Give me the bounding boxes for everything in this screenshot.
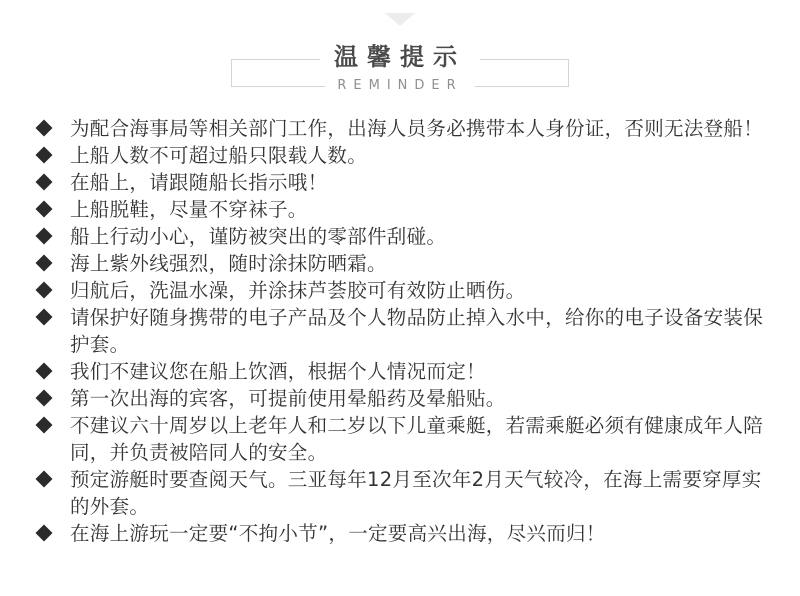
- page-subtitle: REMINDER: [325, 78, 474, 94]
- diamond-bullet-icon: [36, 417, 53, 434]
- down-triangle-icon: [385, 13, 415, 26]
- diamond-bullet-icon: [36, 120, 53, 137]
- notice-text: 船上行动小心，谨防被突出的零部件刮碰。: [70, 225, 447, 248]
- notice-text: 在船上，请跟随船长指示哦！: [70, 171, 328, 194]
- diamond-bullet-icon: [36, 255, 53, 272]
- diamond-bullet-icon: [36, 282, 53, 299]
- notice-text: 请保护好随身携带的电子产品及个人物品防止掉入水中，给你的电子设备安装保护套。: [70, 306, 764, 356]
- diamond-bullet-icon: [36, 363, 53, 380]
- notice-item: [36, 142, 767, 169]
- reminder-notice: [0, 13, 800, 547]
- notice-text: 第一次出海的宾客，可提前使用晕船药及晕船贴。: [70, 387, 506, 410]
- section-header: [231, 43, 569, 93]
- notice-item: [36, 385, 767, 412]
- notice-list: [36, 115, 767, 547]
- diamond-bullet-icon: [36, 228, 53, 245]
- page-title: 温馨提示: [320, 44, 480, 71]
- diamond-bullet-icon: [36, 309, 53, 326]
- notice-text: 不建议六十周岁以上老年人和二岁以下儿童乘艇，若需乘艇必须有健康成年人陪同，并负责被陪同人的安全。: [70, 414, 764, 464]
- diamond-bullet-icon: [36, 174, 53, 191]
- notice-text: 在海上游玩一定要“不拘小节”，一定要高兴出海，尽兴而归！: [70, 522, 606, 545]
- diamond-bullet-icon: [36, 147, 53, 164]
- notice-item: [36, 466, 767, 520]
- notice-item: [36, 520, 767, 547]
- diamond-bullet-icon: [36, 390, 53, 407]
- diamond-bullet-icon: [36, 525, 53, 542]
- notice-item: [36, 169, 767, 196]
- notice-item: [36, 412, 767, 466]
- notice-text: 上船脱鞋，尽量不穿袜子。: [70, 198, 308, 221]
- notice-text: 我们不建议您在船上饮酒，根据个人情况而定！: [70, 360, 486, 383]
- notice-item: [36, 358, 767, 385]
- diamond-bullet-icon: [36, 471, 53, 488]
- notice-text: 归航后，洗温水澡，并涂抹芦荟胶可有效防止晒伤。: [70, 279, 526, 302]
- notice-item: [36, 196, 767, 223]
- notice-text: 海上紫外线强烈，随时涂抹防晒霜。: [70, 252, 387, 275]
- notice-item: [36, 277, 767, 304]
- notice-item: [36, 223, 767, 250]
- notice-item: [36, 115, 767, 142]
- notice-text: 上船人数不可超过船只限载人数。: [70, 144, 368, 167]
- notice-item: [36, 250, 767, 277]
- notice-text: 为配合海事局等相关部门工作，出海人员务必携带本人身份证，否则无法登船！: [70, 117, 764, 140]
- notice-item: [36, 304, 767, 358]
- notice-text: 预定游艇时要查阅天气。三亚每年12月至次年2月天气较冷，在海上需要穿厚实的外套。: [70, 468, 762, 518]
- diamond-bullet-icon: [36, 201, 53, 218]
